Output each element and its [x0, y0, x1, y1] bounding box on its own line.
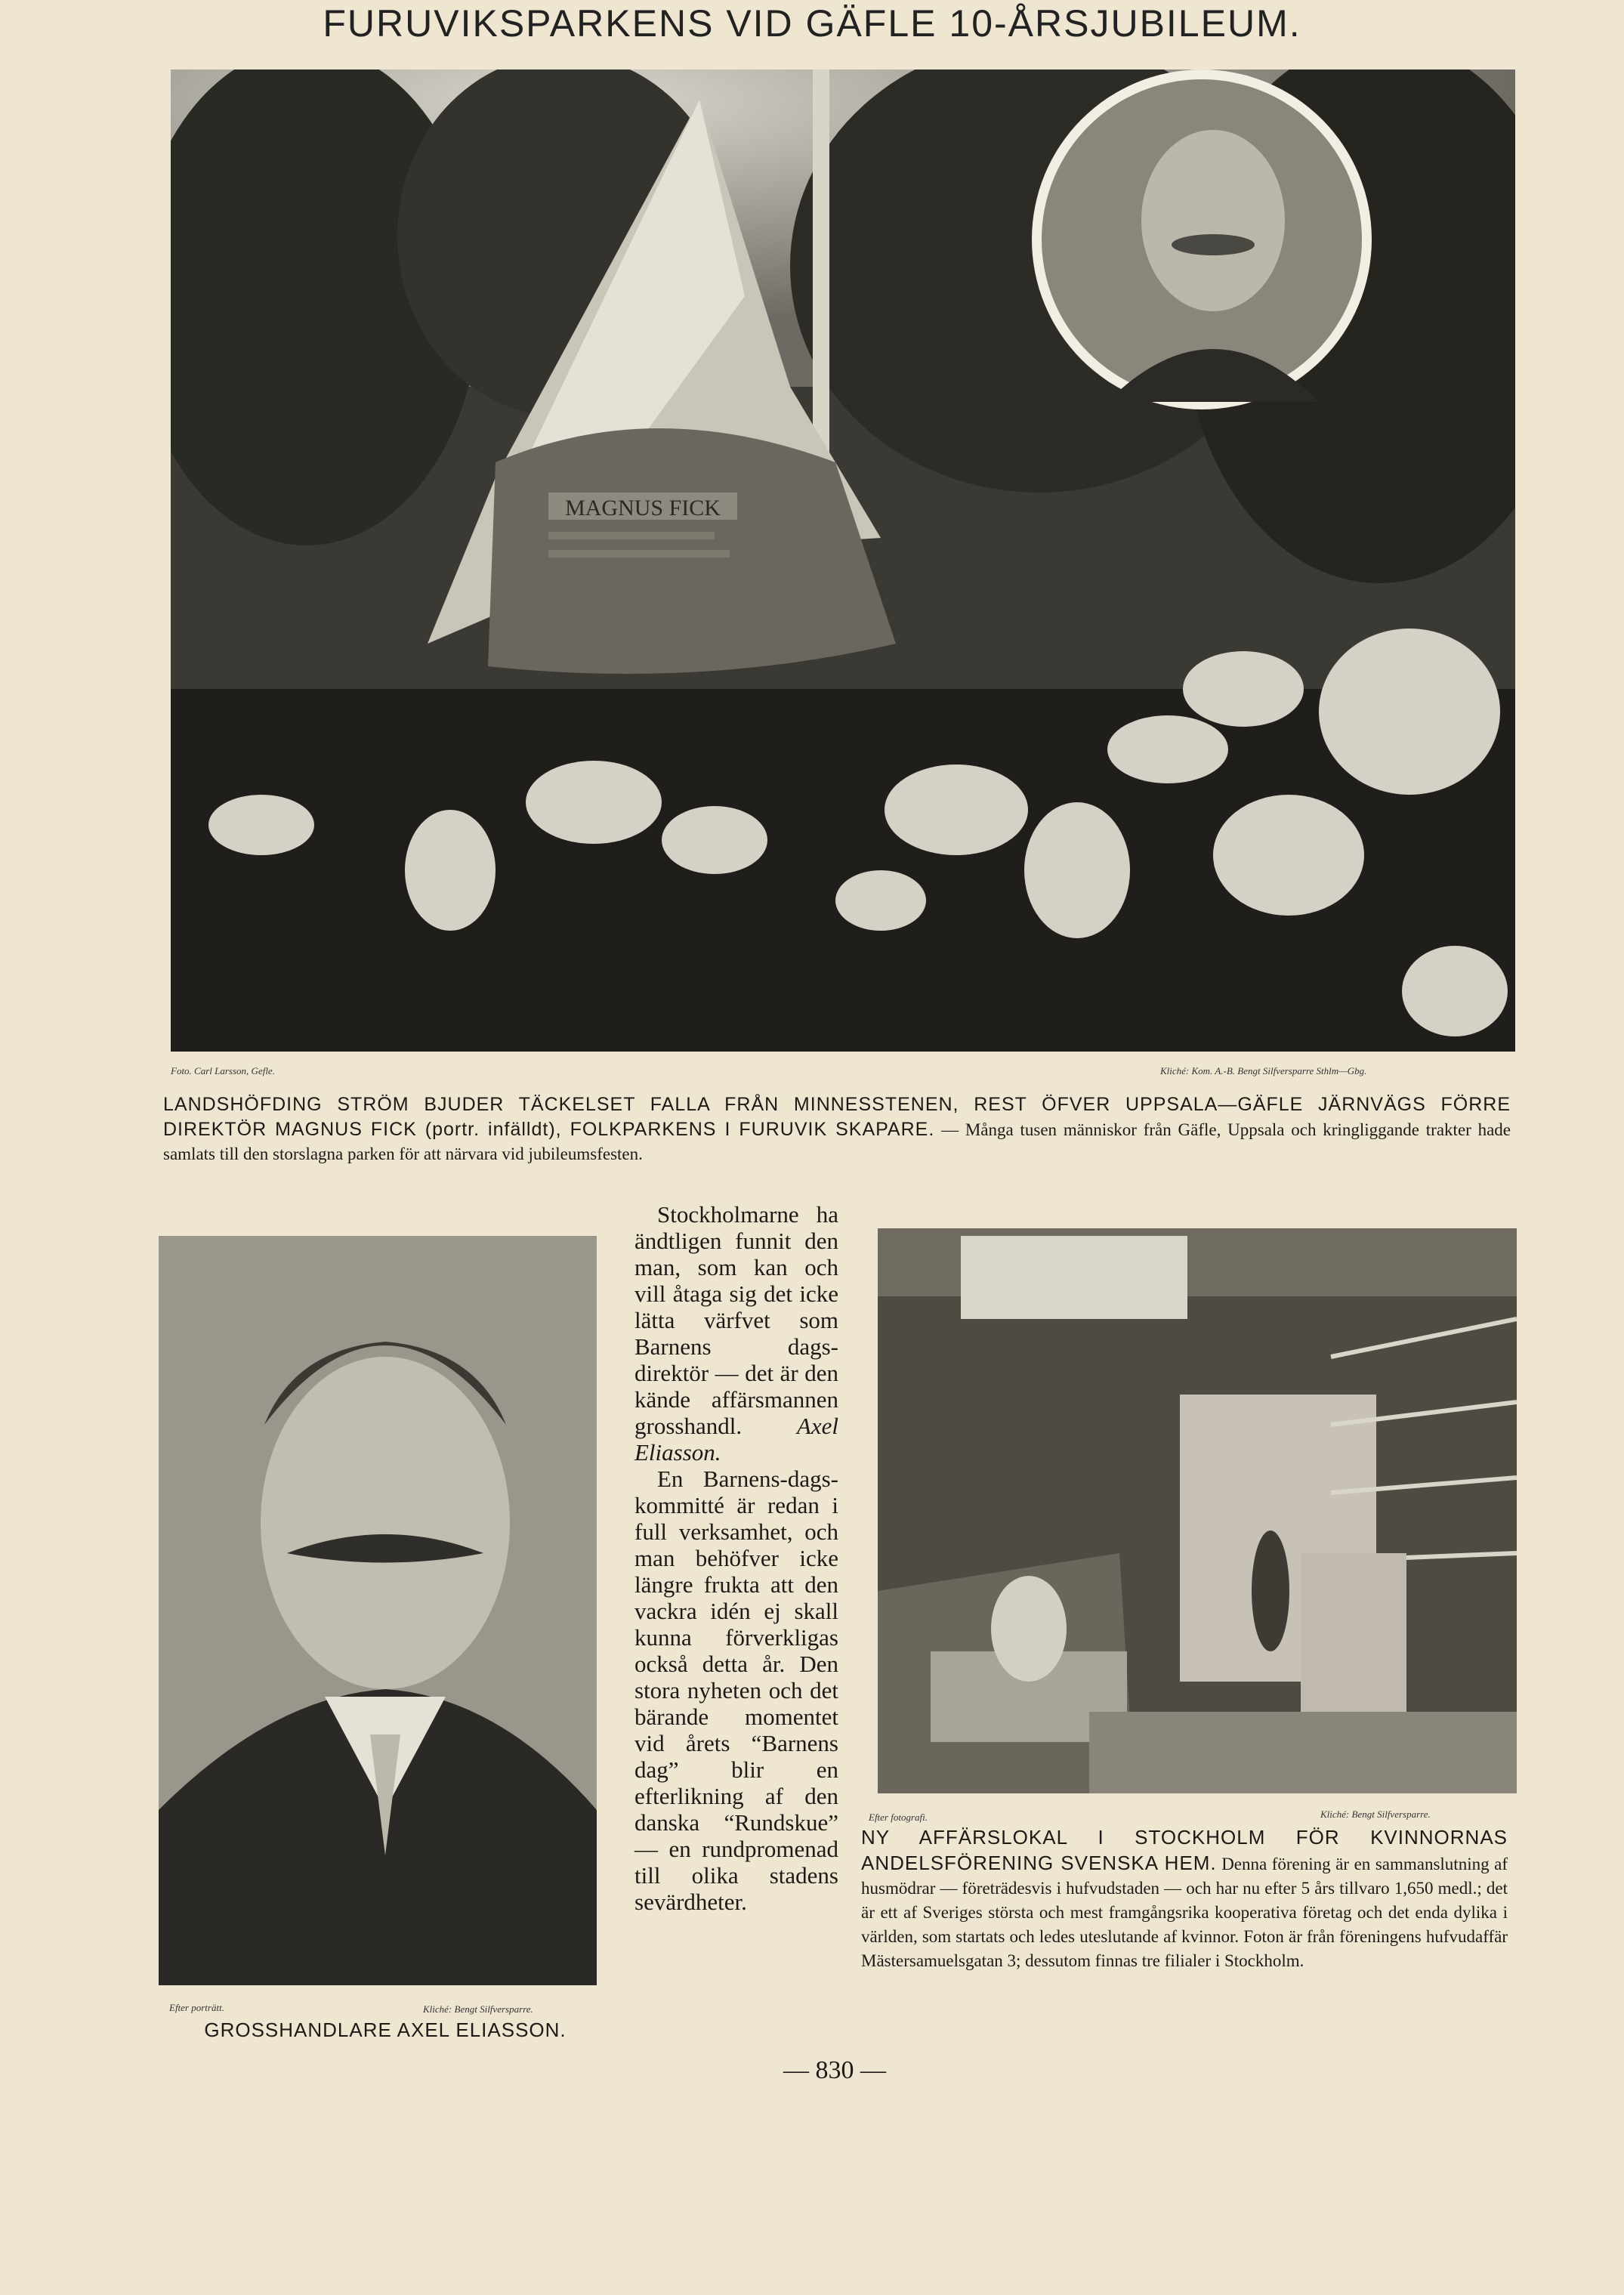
article-paragraph-2: En Barnens-dags-kommitté är redan i full verksamhet, och man behöfver icke längre frukta att den vackra idén ej skall kunna förverkligas också detta år. Den stora nyheten och det bärande momentet vid årets “Barnens dag” blir en efterlikning af den danska “Rundskue” — en rundpromenad till olika stadens sevärdheter. [634, 1466, 838, 1915]
page-number: — 830 — [783, 2056, 886, 2084]
shop-caption [861, 1825, 1508, 1973]
page-headline: FURUVIKSPARKENS VID GÄFLE 10-ÅRSJUBILEUM. [323, 2, 1301, 45]
ceremony-photo [171, 69, 1515, 1052]
eliasson-portrait-photo [159, 1236, 597, 1985]
portrait-cliche-credit: Kliché: Bengt Silfversparre. [423, 2003, 533, 2015]
article-column [634, 1201, 838, 1915]
portrait-caption: GROSSHANDLARE AXEL ELIASSON. [204, 2019, 567, 2041]
ceremony-cliche-credit: Kliché: Kom. A.-B. Bengt Silfversparre Sthlm—Gbg. [1160, 1065, 1367, 1076]
shop-cliche-credit: Kliché: Bengt Silfversparre. [1320, 1809, 1431, 1820]
portrait-photo-credit: Efter porträtt. [169, 2002, 224, 2013]
ceremony-caption-title: LANDSHÖFDING STRÖM BJUDER TÄCKELSET FALLA FRÅN MINNESSTENEN, REST ÖFVER UPPSALA—GÄFLE JÄRNVÄGS FÖRRE DIREKTÖR MAGNUS FICK (portr. infälldt), FOLKPARKENS I FURUVIK SKAPARE. [163, 1094, 1511, 1140]
ceremony-caption-text: — Många tusen människor från Gäfle, Uppsala och kringliggande trakter hade samlats till den storslagna parken för att närvara vid jubileumsfesten. [163, 1120, 1511, 1163]
shop-interior-photo [878, 1228, 1517, 1793]
shop-caption-text: Denna förening är en sammanslutning af husmödrar — företrädesvis i hufvudstaden — och har nu efter 5 års tillvaro 1,650 medl.; det är ett af Sveriges största och mest framgångsrika kooperativa företag och det enda dylika i världen, som startats och ledes uteslutande af kvinnor. Foton är från föreningens hufvudaffär Mästersamuelsgatan 3; dessutom finnas tre filialer i Stockholm. [861, 1855, 1508, 1970]
article-paragraph-1: Stockholmarne ha ändtligen funnit den man, som kan och vill åtaga sig det icke lätta värfvet som Barnens dags-direktör — det är den kände affärsmannen grosshandl. [634, 1201, 838, 1439]
shop-photo-credit: Efter fotografi. [869, 1812, 928, 1823]
stone-inscription: MAGNUS FICK [565, 496, 721, 520]
shop-caption-title: NY AFFÄRSLOKAL I STOCKHOLM FÖR KVINNORNAS ANDELSFÖRENING SVENSKA HEM. [861, 1826, 1508, 1874]
article-person-name: Axel Eliasson. [634, 1413, 838, 1466]
ceremony-caption [163, 1092, 1511, 1166]
ceremony-photo-credit: Foto. Carl Larsson, Gefle. [171, 1065, 275, 1076]
